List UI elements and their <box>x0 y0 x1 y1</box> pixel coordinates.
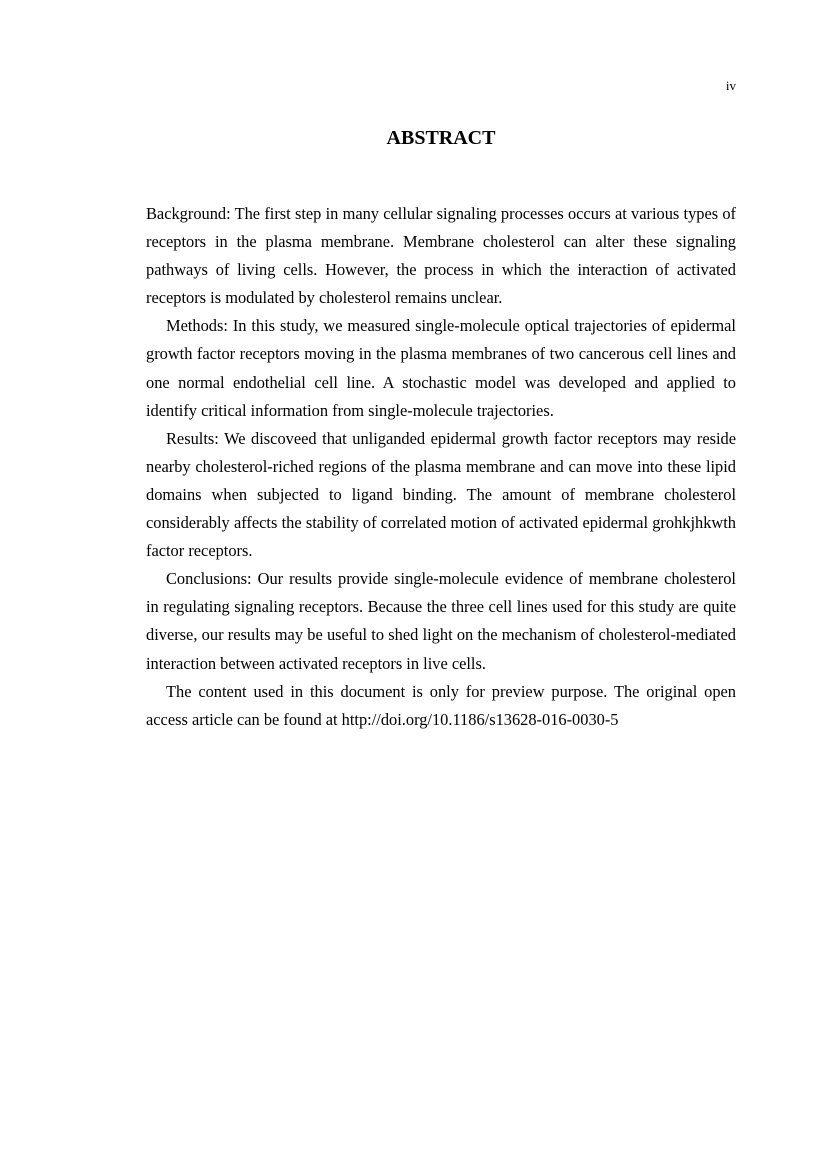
page-title: ABSTRACT <box>386 127 496 149</box>
paragraph-preview-notice: The content used in this document is only for preview purpose. The original open access article can be found at http://doi.org/10.1186/s13628-016-0030-5 <box>146 681 736 729</box>
paragraph-background: Background: The first step in many cellular signaling processes occurs at various types of receptors in the plasma membrane. Membrane cholesterol can alter these signaling pathways of living cells. However, the process in which the interaction of activated receptors is modulated by cholesterol remains unclear. <box>146 204 736 308</box>
abstract-body <box>146 200 736 734</box>
paragraph-results: Results: We discoveed that unliganded epidermal growth factor receptors may reside nearby cholesterol-riched regions of the plasma membrane and can move into these lipid domains when subjected to ligand binding. The amount of membrane cholesterol considerably affects the stability of correlated motion of activated epidermal grohkjhkwth factor receptors. <box>146 428 736 561</box>
paragraph-conclusions: Conclusions: Our results provide single-molecule evidence of membrane cholesterol in regulating signaling receptors. Because the three cell lines used for this study are quite diverse, our results may be useful to shed light on the mechanism of cholesterol-mediated interaction between activated receptors in live cells. <box>146 569 736 673</box>
paragraph-methods: Methods: In this study, we measured single-molecule optical trajectories of epidermal growth factor receptors moving in the plasma membranes of two cancerous cell lines and one normal endothelial cell line. A stochastic model was developed and applied to identify critical information from single-molecule trajectories. <box>146 316 736 420</box>
page-number: iv <box>725 78 736 93</box>
